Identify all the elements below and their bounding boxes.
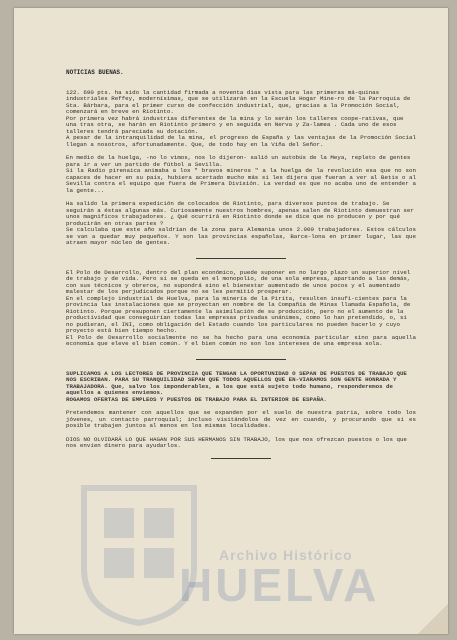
paragraph: Ha salido la primera expedición de colocados de Riotinto, para diversos puntos de trabajo. Se seguirán a éstas algunas más. Curiosamente nuestros hombres, apenas salen de Riotinto demuestran ser unos magníficos trabajadores. ¿ Qué ocurrirá en Riotinto donde se dice que no producen y por qué producirán en otras partes ?: [66, 200, 414, 227]
paragraph: Pretendemos mantener con aquellos que se expanden por el suelo de nuestra patria, sobre todo los jóvenes, un contacto parroquial; incluso visitándolos de vez en cuando, y procurando que si es posible trabajen juntos al menos en los mismas localidades.: [66, 409, 416, 429]
paragraph: En el complejo industrial de Huelva, para la minería de la Pirita, resulten insufi-cientes para la provincia las instalaciones que se proyectan en nombre de la Compañía de Minas llamada Española, de Riotinto. Porque presuponen ciertamente la asimilación de su producción, pero no el aumento de la productividad que conseguirían todas las empresas privadas unánimes, como lo han pretendido, o, si no pudieran, el INI, como obligación del Estado cuando los particulares no pueden hacerlo y cuyo proyecto está bien tiempo hecho.: [66, 294, 411, 334]
paper-sheet: [14, 8, 448, 634]
paragraph: A pesar de la intranquilidad de la mina, el progreso de España y las ventajas de la Promoción Social llegan a nosotros, afortunadamente. Que, de todo hay en la Viña del Señor.: [66, 134, 416, 148]
watermark-small-text: Archivo Histórico: [219, 547, 353, 563]
watermark: [179, 547, 449, 611]
news-block-2: [66, 155, 416, 194]
document-body: [66, 70, 416, 459]
watermark-big-text: HUELVA: [179, 559, 380, 611]
news-block-4: [66, 270, 416, 348]
paragraph: En medio de la huelga, -no lo vimos, nos lo dijeron- salió un autobús de la Meya, repleto de gentes para ir a ver un partido de fútbol a Sevilla.: [66, 154, 411, 168]
news-block-1: [66, 90, 416, 149]
appeal-paragraph: SUPLICAMOS A LOS LECTORES DE PROVINCIA QUE TENGAN LA OPORTUNIDAD O SEPAN DE PUESTOS DE TRABAJO QUE NOS ESCRIBAN. PARA SU TRANQUILIDAD SEPAN QUE TODOS AQUELLOS QUE EN-VIARAMOS SON GENTE HONRADA Y TRABAJADORA. Que, salvo los imponderables, a los que está sujeto todo humano, responderemos de aquellos a quienes enviemos.: [66, 369, 407, 396]
end-divider: [211, 458, 271, 459]
paragraph: Si la Radio pirenaica animaba a los " bravos mineros " a la huelga de la revolución esa que no son capaces de hacer en su país, hubiera acertado mucho más si les dijera que fueran a ver al Betis o al Sevilla contra el equipo que fuera de Primera División. La verdad es que no acaba uno de entender a la gente...: [66, 167, 416, 194]
appeal-block: [66, 371, 416, 404]
paragraph: El Polo de Desarrollo socialmente no se ha hecho para una economía particular sino para aquella economía que eleve el bien común. Y el bien común no son los intereses de una empresa sola.: [66, 333, 416, 347]
section-divider: [196, 359, 286, 360]
section-divider: [196, 258, 286, 259]
paragraph: 122. 690 pts. ha sido la cantidad firmada a noventa días vista para las primeras má-quinas industriales Reffey, modernísimas, que se utilizarán en la Escuela Hogar Mine-ro de la Parroquia de Sta. Bárbara, para el primer curso de confección industrial, que, gracias a la Promoción Social, comenzará en breve en Riotinto.: [66, 88, 411, 115]
closing-paragraph: DIOS NO OLVIDARÁ LO QUE HAGAN POR SUS HERMANOS SIN TRABAJO, los que nos ofrezcan puestos o los que nos envíen dinero para ayudarlos.: [66, 435, 407, 449]
news-block-3: [66, 201, 416, 247]
paragraph: El Polo de Desarrollo, dentro del plan económico, puede suponer en no largo plazo un superior nivel de trabajo y de vida. Pero si se queda en el monopolio, de una sola empresa, apartando a las demás, con sus técnicos y obreros, no supondrá sino el bienestar aumentado de unos pocos y el aumentado malestar de los perjudicados porque no se les permitió prosperar.: [66, 268, 411, 295]
page-title: NOTICIAS BUENAS.: [66, 69, 124, 76]
paragraph: Por primera vez habrá industrias diferentes de la mina y lo serán los talleres coope-rativas, que una tras otra, se harán en Riotinto primero y en seguida en Nerva y Za-lamea . Cada uno de esos talleres tendrá pareciada su dotación.: [66, 114, 404, 135]
appeal-paragraph: ROGAMOS OFERTAS DE EMPLEOS Y PUESTOS DE TRABAJO PARA EL INTERIOR DE ESPAÑA.: [66, 395, 327, 403]
paragraph: Se calculaba que este año saldrían de la zona para Alemania unos 2.000 trabajadores. Estos cálculos se van a quedar muy pequeños. Y son las provincias españolas, Barce-lona en primer lugar, las que atraen mayor núcleo de gentes.: [66, 226, 416, 246]
